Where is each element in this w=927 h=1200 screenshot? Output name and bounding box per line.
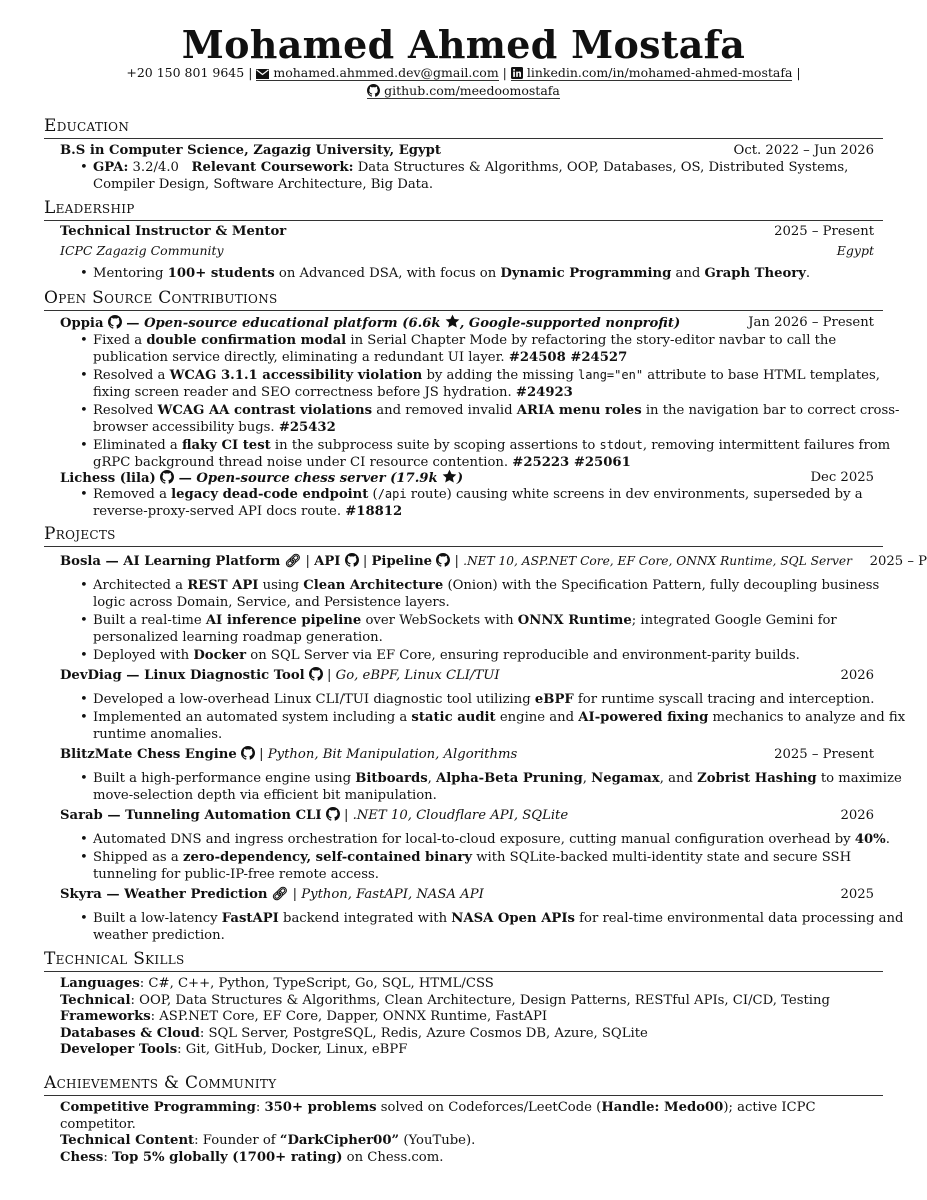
section-title: Leadership xyxy=(44,198,135,218)
achievement-cp: Competitive Programming: 350+ problems solved on Codeforces/LeetCode (Handle: Medo00); active ICPC competitor. xyxy=(60,1100,816,1132)
github-icon[interactable] xyxy=(160,470,174,484)
list-item: • Resolved a WCAG 3.1.1 accessibility violation by adding the missing lang="en" attribute to base HTML templates, fixing screen reader and SEO correctness before JS hydration. #24923 xyxy=(93,367,913,401)
contact-line-1: +20 150 801 9645 | mohamed.ahmmed.dev@gmail.com | linkedin.com/in/mohamed-ahmed-mostafa | xyxy=(126,65,801,80)
list-item: • Developed a low-overhead Linux CLI/TUI diagnostic tool utilizing eBPF for runtime syscall tracing and interception. xyxy=(93,691,913,708)
tech-stack: .NET 10, ASP.NET Core, EF Core, ONNX Runtime, SQL Server xyxy=(463,554,852,568)
list-item: • Resolved WCAG AA contrast violations and removed invalid ARIA menu roles in the navigation bar to correct cross-browser accessibility bugs. #25432 xyxy=(93,402,913,436)
skills-list xyxy=(60,976,890,1059)
list-item: • Shipped as a zero-dependency, self-contained binary with SQLite-backed multi-identity state and secure SSH tunneling for public-IP-free remote access. xyxy=(93,849,913,883)
list-item: • Mentoring 100+ students on Advanced DSA, with focus on Dynamic Programming and Graph Theory. xyxy=(93,265,913,282)
github-icon[interactable] xyxy=(345,553,359,567)
blitzmate-bullets xyxy=(60,770,913,805)
list-item: • Deployed with Docker on SQL Server via EF Core, ensuring reproducible and environment-parity builds. xyxy=(93,647,913,664)
github-icon xyxy=(367,84,380,97)
section-projects xyxy=(44,524,883,547)
section-education xyxy=(44,116,883,139)
list-item: • Built a high-performance engine using Bitboards, Alpha-Beta Pruning, Negamax, and Zobrist Hashing to maximize move-selection depth via efficient bit manipulation. xyxy=(93,770,913,804)
section-title: Technical Skills xyxy=(44,949,185,969)
project-name: DevDiag — Linux Diagnostic Tool xyxy=(60,668,305,683)
organization: ICPC Zagazig Community xyxy=(60,243,224,258)
tech-stack: Python, Bit Manipulation, Algorithms xyxy=(267,747,518,762)
section-skills xyxy=(44,949,883,972)
github-icon[interactable] xyxy=(326,807,340,821)
devdiag-dates: 2026 xyxy=(840,668,874,683)
list-item: • Built a low-latency FastAPI backend integrated with NASA Open APIs for real-time environmental data processing and weather prediction. xyxy=(93,910,913,944)
degree: B.S in Computer Science, Zagazig University, Egypt xyxy=(60,143,441,158)
skills-frameworks: Frameworks: ASP.NET Core, EF Core, Dapper, ONNX Runtime, FastAPI xyxy=(60,1009,548,1024)
section-achievements xyxy=(44,1073,883,1096)
envelope-icon xyxy=(256,69,269,79)
list-item: • Built a real-time AI inference pipeline over WebSockets with ONNX Runtime; integrated Google Gemini for personalized learning roadmap generation. xyxy=(93,612,913,646)
lichess-header: Lichess (lila) — Open-source chess server (17.9k ) Dec 2025 xyxy=(60,470,874,486)
project-name: Sarab — Tunneling Automation CLI xyxy=(60,808,322,823)
bosla-dates: 2025 – P xyxy=(869,554,927,569)
candidate-name: Mohamed Ahmed Mostafa xyxy=(181,22,746,67)
leadership-org-row xyxy=(60,242,874,259)
skyra-header: Skyra — Weather Prediction 🔗︎ | Python, FastAPI, NASA API 2025 xyxy=(60,887,874,902)
oppia-bullets xyxy=(60,332,913,472)
phone-number: +20 150 801 9645 xyxy=(126,65,245,80)
project-name: Bosla — AI Learning Platform xyxy=(60,554,281,569)
location: Egypt xyxy=(836,243,874,258)
achievements-list xyxy=(60,1100,890,1166)
list-item: • Eliminated a flaky CI test in the subprocess suite by scoping assertions to stdout, removing intermittent failures from gRPC background thread noise under CI resource contention. #25223 #25061 xyxy=(93,437,913,471)
list-item: • GPA: 3.2/4.0 Relevant Coursework: Data Structures & Algorithms, OOP, Databases, OS, Distributed Systems, Compiler Design, Software Architecture, Big Data. xyxy=(93,159,913,193)
leadership-entry xyxy=(60,223,874,240)
section-leadership xyxy=(44,198,883,221)
project-description: Open-source educational platform (6.6k xyxy=(144,316,441,331)
blitzmate-header: BlitzMate Chess Engine | Python, Bit Manipulation, Algorithms 2025 – Present xyxy=(60,747,874,762)
role-title: Technical Instructor & Mentor xyxy=(60,224,287,239)
project-description: Open-source chess server (17.9k xyxy=(196,471,438,486)
bosla-bullets xyxy=(60,577,913,665)
section-open-source xyxy=(44,288,883,311)
sarab-bullets xyxy=(60,831,913,884)
skyra-dates: 2025 xyxy=(840,887,874,902)
api-link[interactable]: API xyxy=(314,554,341,569)
education-bullets xyxy=(60,159,913,194)
leadership-bullets xyxy=(60,265,913,283)
education-entry xyxy=(60,142,874,159)
lichess-bullets xyxy=(60,486,913,521)
github-icon[interactable] xyxy=(241,746,255,760)
star-icon xyxy=(445,314,460,329)
sarab-header: Sarab — Tunneling Automation CLI | .NET 10, Cloudflare API, SQLite 2026 xyxy=(60,808,874,823)
section-title: Education xyxy=(44,116,130,136)
list-item: • Architected a REST API using Clean Architecture (Onion) with the Specification Pattern, fully decoupling business logic across Domain, Service, and Persistence layers. xyxy=(93,577,913,611)
github-icon[interactable] xyxy=(108,315,122,329)
section-title: Achievements & Community xyxy=(44,1073,277,1093)
skills-languages: Languages: C#, C++, Python, TypeScript, Go, SQL, HTML/CSS xyxy=(60,976,494,991)
lichess-dates: Dec 2025 xyxy=(810,470,874,485)
skills-technical: Technical: OOP, Data Structures & Algorithms, Clean Architecture, Design Patterns, RESTful APIs, CI/CD, Testing xyxy=(60,992,830,1008)
section-title: Open Source Contributions xyxy=(44,288,278,308)
contact-line-2 xyxy=(0,83,927,99)
achievement-content: Technical Content: Founder of “DarkCipher00” (YouTube). xyxy=(60,1133,476,1148)
education-dates: Oct. 2022 – Jun 2026 xyxy=(733,143,874,158)
achievement-chess: Chess: Top 5% globally (1700+ rating) on Chess.com. xyxy=(60,1149,444,1165)
linkedin-link[interactable] xyxy=(511,65,793,81)
github-link[interactable] xyxy=(367,83,560,99)
project-name: Skyra — Weather Prediction xyxy=(60,887,268,902)
oppia-header: Oppia — Open-source educational platform (6.6k , Google-supported nonprofit) Jan 2026 – Present xyxy=(60,315,874,331)
list-item: • Automated DNS and ingress orchestration for local-to-cloud exposure, cutting manual configuration overhead by 40%. xyxy=(93,831,913,848)
email-text: mohamed.ahmmed.dev@gmail.com xyxy=(273,65,499,80)
section-title: Projects xyxy=(44,524,116,544)
bosla-header: Bosla — AI Learning Platform 🔗︎ | API | Pipeline | .NET 10, ASP.NET Core, EF Core, ONNX Runtime, SQL Server 2025 – P xyxy=(60,554,927,569)
github-text: github.com/meedoomostafa xyxy=(384,83,560,98)
star-icon xyxy=(442,469,457,484)
list-item: • Implemented an automated system including a static audit engine and AI-powered fixing mechanics to analyze and fix runtime anomalies. xyxy=(93,709,913,743)
list-item: • Fixed a double confirmation modal in Serial Chapter Mode by refactoring the story-editor navbar to call the publication service directly, eliminating a redundant UI layer. #24508 #24527 xyxy=(93,332,913,366)
github-icon[interactable] xyxy=(436,553,450,567)
blitzmate-dates: 2025 – Present xyxy=(774,747,874,762)
list-item: • Removed a legacy dead-code endpoint (/api route) causing white screens in dev environments, superseded by a reverse-proxy-served API docs route. #18812 xyxy=(93,486,913,520)
skyra-bullets xyxy=(60,910,913,945)
tech-stack: Python, FastAPI, NASA API xyxy=(301,887,484,902)
skills-dev-tools: Developer Tools: Git, GitHub, Docker, Linux, eBPF xyxy=(60,1042,408,1057)
tech-stack: .NET 10, Cloudflare API, SQLite xyxy=(352,808,569,823)
link-icon[interactable]: 🔗︎ xyxy=(271,887,289,902)
project-name: BlitzMate Chess Engine xyxy=(60,747,237,762)
pipeline-link[interactable]: Pipeline xyxy=(371,554,433,569)
email-link[interactable] xyxy=(256,65,498,81)
github-icon[interactable] xyxy=(309,667,323,681)
oppia-dates: Jan 2026 – Present xyxy=(748,315,874,330)
skills-databases: Databases & Cloud: SQL Server, PostgreSQL, Redis, Azure Cosmos DB, Azure, SQLite xyxy=(60,1025,648,1041)
tech-stack: Go, eBPF, Linux CLI/TUI xyxy=(335,668,500,683)
devdiag-bullets xyxy=(60,691,913,744)
leadership-dates: 2025 – Present xyxy=(774,224,874,239)
devdiag-header: DevDiag — Linux Diagnostic Tool | Go, eBPF, Linux CLI/TUI 2026 xyxy=(60,668,874,683)
project-name: Lichess (lila) xyxy=(60,471,156,486)
linkedin-icon xyxy=(511,67,523,79)
link-icon[interactable]: 🔗︎ xyxy=(284,554,302,569)
sarab-dates: 2026 xyxy=(840,808,874,823)
linkedin-text: linkedin.com/in/mohamed-ahmed-mostafa xyxy=(526,65,793,80)
project-name: Oppia xyxy=(60,316,104,331)
